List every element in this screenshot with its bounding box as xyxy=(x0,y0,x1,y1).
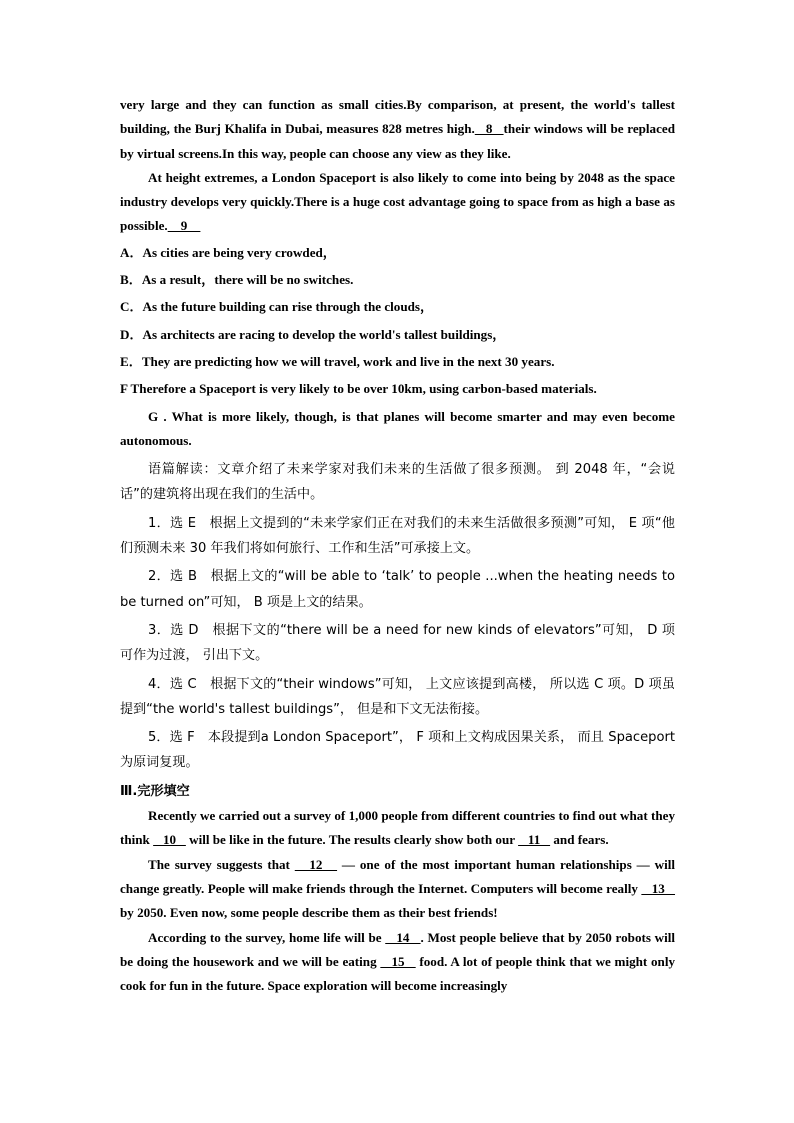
option-d: D．As architects are racing to develop the world's tallest buildings， xyxy=(120,326,506,342)
passage-text: very large and they can function as small cities.By comparison, at present, the world's tallest building, the Burj Khalifa in Dubai, measures 828 metres high. xyxy=(120,97,675,137)
passage-paragraph-2 xyxy=(120,166,675,239)
blank-8[interactable]: 8 xyxy=(474,121,504,137)
analysis-intro: 语篇解读：文章介绍了未来学家对我们未来的生活做了很多预测。 到 2048 年，“会说话”的建筑将出现在我们的生活中。 xyxy=(120,462,675,503)
option-f: F Therefore a Spaceport is very likely to be over 10km, using carbon-based materials. xyxy=(120,381,597,397)
option-e: E．They are predicting how we will travel, work and live in the next 30 years. xyxy=(120,353,555,369)
analysis-item-1: 1．选 E 根据上文提到的“未来学家们正在对我们的未来生活做很多预测”可知， E 项“他们预测未来 30 年我们将如何旅行、工作和生活”可承接上文。 xyxy=(120,515,675,557)
cloze-paragraph-1: Recently we carried out a survey of 1,000 people from different countries to find out what they think 10 will be like in the future. The results clearly show both our 11 and fears. xyxy=(120,808,675,848)
passage-text: their windows will be replaced by virtual screens.In this way, people can choose any view as they like. xyxy=(120,121,675,161)
document-page xyxy=(120,93,675,998)
passage-paragraph-1 xyxy=(120,93,675,166)
blank-12[interactable]: 12 xyxy=(294,856,338,872)
blank-9[interactable]: 9 xyxy=(167,218,201,234)
blank-14[interactable]: 14 xyxy=(385,929,421,945)
analysis-item-3: 3．选 D 根据下文的“there will be a need for new kinds of elevators”可知， D 项可作为过渡， 引出下文。 xyxy=(120,622,675,664)
cloze-paragraph-3: According to the survey, home life will be 14 . Most people believe that by 2050 robots will be doing the housework and we will be eating 15 food. A lot of people think that we might only cook for fun in the future. Space exploration will become increasingly xyxy=(120,929,676,994)
section-heading: Ⅲ.完形填空 xyxy=(120,783,190,799)
blank-11[interactable]: 11 xyxy=(518,832,551,848)
cloze-paragraph-2: The survey suggests that 12 — one of the most important human relationships — will change greatly. People will make friends through the Internet. Computers will become really 13 by 2050. Even now, some people describe them as their best friends! xyxy=(120,856,676,921)
analysis-item-2: 2．选 B 根据上文的“will be able to ‘talk’ to people ...when the heating needs to be turned on”可知， B 项是上文的结果。 xyxy=(120,569,675,610)
option-b: B．As a result，there will be no switches. xyxy=(120,272,354,288)
analysis-item-4: 4．选 C 根据下文的“their windows”可知， 上文应该提到高楼， 所以选 C 项。D 项虽提到“the world's tallest buildings”， 但是和下文无法衔接。 xyxy=(120,676,675,717)
blank-10[interactable]: 10 xyxy=(153,832,186,848)
passage-text: At height extremes, a London Spaceport is also likely to come into being by 2048 as the space industry develops very quickly.There is a huge cost advantage going to space from as high a base as possible. xyxy=(120,169,675,234)
blank-13[interactable]: 13 xyxy=(641,880,676,896)
blank-15[interactable]: 15 xyxy=(380,953,416,969)
analysis-item-5: 5．选 F 本段提到a London Spaceport”， F 项和上文构成因果关系， 而且 Spaceport 为原词复现。 xyxy=(120,730,675,771)
option-a: A．As cities are being very crowded， xyxy=(120,244,336,260)
option-g: G . What is more likely, though, is that planes will become smarter and may even become autonomous. xyxy=(120,408,675,448)
option-c: C．As the future building can rise through the clouds， xyxy=(120,299,434,315)
